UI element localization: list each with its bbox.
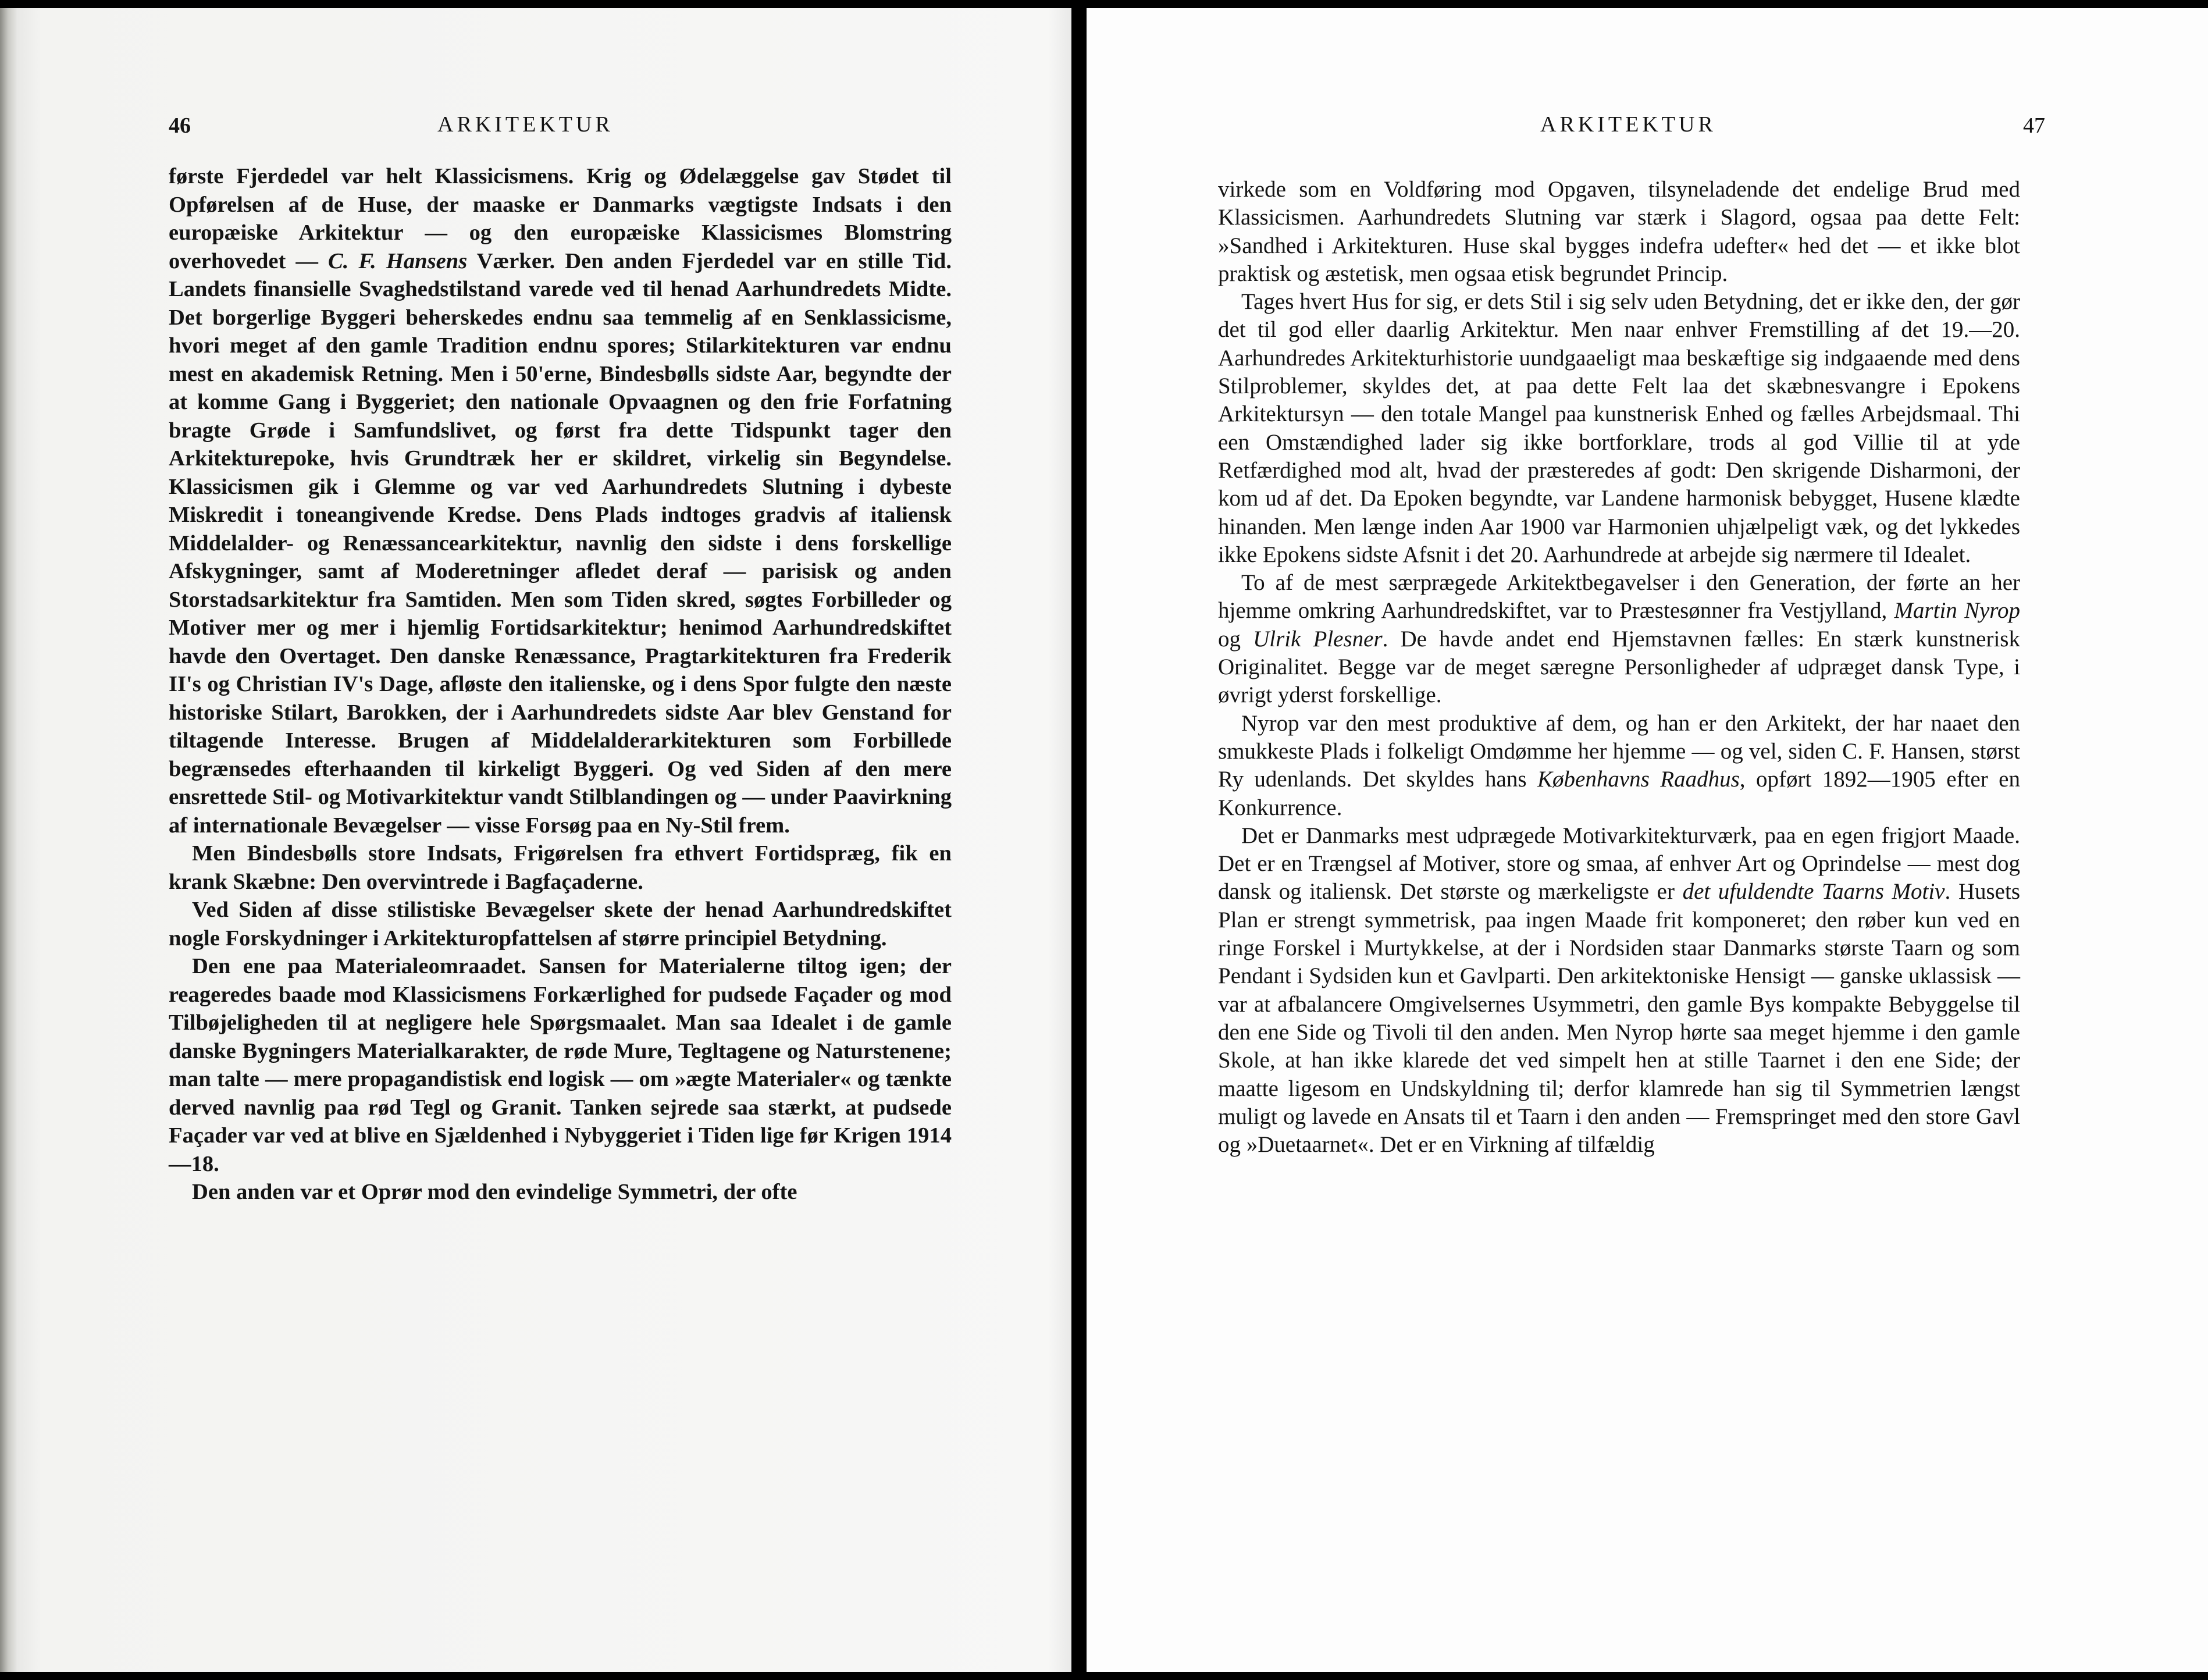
- paragraph: første Fjerdedel var helt Klassicismens. Krig og Ødelæggelse gav Stødet til Opførelsen af de Huse, der maaske er Danmarks vægtigste Indsats i den europæiske Arkitektur — og den europæiske Klassicismes Blomstring overhovedet — C. F. Hansens Værker. Den anden Fjerdedel var en stille Tid. Landets finansielle Svaghedstilstand varede ved til henad Aarhundredets Midte. Det borgerlige Byggeri beherskedes endnu saa temmelig af en Senklassicisme, hvori meget af den gamle Tradition endnu spores; Stilarkitekturen var endnu mest en akademisk Retning. Men i 50'erne, Bindesbølls sidste Aar, begyndte der at komme Gang i Byggeriet; den nationale Opvaagnen og den frie Forfatning bragte Grøde i Samfundslivet, og først fra dette Tidspunkt tager den Arkitekturepoke, hvis Grundtræk her er skildret, virkelig sin Begyndelse. Klassicismen gik i Glemme og var ved Aarhundredets Slutning i dybeste Miskredit i toneangivende Kredse. Dens Plads indtoges gradvis af italiensk Middelalder- og Renæssancearkitektur, navnlig den sidste i dens forskellige Afskygninger, samt af Moderetninger afledet deraf — parisisk og anden Storstadsarkitektur fra Samtiden. Men som Tiden skred, søgtes Forbilleder og Motiver mer og mer i hjemlig Fortidsarkitektur; henimod Aarhundredskiftet havde den Overtaget. Den danske Renæssance, Pragtarkitekturen fra Frederik II's og Christian IV's Dage, afløste den italienske, og i dens Spor fulgte den næste historiske Stilart, Barokken, der i Aarhundredets sidste Aar blev Genstand for tiltagende Interesse. Brugen af Middelalderarkitekturen som Forbillede begrænsedes efterhaanden til kirkeligt Byggeri. Og ved Siden af den mere ensrettede Stil- og Motivarkitektur vandt Stilblandingen og — under Paavirkning af internationale Bevægelser — visse Forsøg paa en Ny-Stil frem.: [169, 164, 952, 838]
- paragraph: To af de mest særprægede Arkitektbegavelser i den Generation, der førte an her hjemme omkring Aarhundredskiftet, var to Præstesønner fra Vestjylland, Martin Nyrop og Ulrik Plesner. De havde andet end Hjemstavnen fælles: En stærk kunstnerisk Originalitet. Begge var de meget særegne Personligheder af udpræget dansk Type, i øvrigt yderst forskellige.: [1218, 570, 2020, 708]
- paragraph: Den ene paa Materialeomraadet. Sansen for Materialerne tiltog igen; der reageredes baade mod Klassicismens Forkærlighed for pudsede Façader og mod Tilbøjeligheden til at negligere hele Spørgsmaalet. Man saa Idealet i de gamle danske Bygningers Materialkarakter, de røde Mure, Tegltagene og Naturstenene; man talte — mere propagandistisk end logisk — om »ægte Materialer« og tænkte derved navnlig paa rød Tegl og Granit. Tanken sejrede saa stærkt, at pudsede Façader var ved at blive en Sjældenhed i Nybyggeriet i Tiden lige før Krigen 1914—18.: [169, 954, 952, 1176]
- paragraph: Den anden var et Oprør mod den evindelige Symmetri, der ofte: [192, 1180, 797, 1204]
- right-page: [1087, 8, 2208, 1672]
- gutter-shadow: [1048, 8, 1071, 1672]
- page-number: 46: [169, 113, 191, 138]
- paragraph: virkede som en Voldføring mod Opgaven, tilsyneladende det endelige Brud med Klassicismen. Aarhundredets Slutning var stærk i Slagord, ogsaa paa dette Felt: »Sandhed i Arkitekturen. Huse skal bygges indefra udefter« hed det — et ikke blot praktisk og æstetisk, men ogsaa etisk begrundet Princip.: [1218, 177, 2020, 286]
- paragraph: Nyrop var den mest produktive af dem, og han er den Arkitekt, der har naaet den smukkeste Plads i folkeligt Omdømme her hjemme — og vel, siden C. F. Hansen, størst Ry udenlands. Det skyldes hans Københavns Raadhus, opført 1892—1905 efter en Konkurrence.: [1218, 710, 2020, 820]
- running-header: ARKITEKTUR: [1540, 112, 1716, 137]
- body-text: [169, 162, 952, 1206]
- paragraph: Men Bindesbølls store Indsats, Frigørelsen fra ethvert Fortidspræg, fik en krank Skæbne: Den overvintrede i Bagfaçaderne.: [169, 841, 952, 894]
- paragraph: Tages hvert Hus for sig, er dets Stil i sig selv uden Betydning, det er ikke den, der gør det til god eller daarlig Arkitektur. Men naar enhver Fremstilling af det 19.—20. Aarhundredes Arkitekturhistorie uundgaaeligt maa beskæftige sig indgaaende med dens Stilproblemer, skyldes det, at paa dette Felt laa det skæbnesvangre i Epokens Arkitektursyn — den totale Mangel paa kunstnerisk Enhed og fælles Arbejdsmaal. Thi een Omstændighed lader sig ikke bortforklare, trods al god Villie til at yde Retfærdighed mod alt, hvad der præsteredes af godt: Den skrigende Disharmoni, der kom ud af det. Da Epoken begyndte, var Landene harmonisk bebygget, Husene klædte hinanden. Men længe inden Aar 1900 var Harmonien uhjælpeligt væk, og det lykkedes ikke Epokens sidste Afsnit i det 20. Aarhundrede at arbejde sig nærmere til Idealet.: [1218, 289, 2020, 567]
- paragraph: Det er Danmarks mest udprægede Motivarkitekturværk, paa en egen frigjort Maade. Det er en Trængsel af Motiver, store og smaa, af enhver Art og Oprindelse — mest dog dansk og italiensk. Det største og mærkeligste er det ufuldendte Taarns Motiv. Husets Plan er strengt symmetrisk, paa ingen Maade frit komponeret; den røber kun ved en ringe Forskel i Murtykkelse, at der i Nordsiden staar Danmarks største Taarn og som Pendant i Sydsiden kun et Gavlparti. Den arkitektoniske Hensigt — ganske uklassisk — var at afbalancere Omgivelsernes Usymmetri, den gamle Bys kompakte Bebyggelse til den ene Side og Tivoli til den anden. Men Nyrop hørte saa meget hjemme i den gamle Skole, at han ikke klarede det ved simpelt hen at stille Taarnet i den ene Side; der maatte ligesom en Undskyldning til; derfor klamrede han sig til Symmetrien længst muligt og lavede en Ansats til et Taarn i den anden — Fremspringet med den store Gavl og »Duetaarnet«. Det er en Virkning af tilfældig: [1218, 823, 2020, 1158]
- running-header: ARKITEKTUR: [437, 112, 614, 137]
- left-page: [0, 8, 1071, 1672]
- paragraph: Ved Siden af disse stilistiske Bevægelser skete der henad Aarhundredskiftet nogle Forskydninger i Arkitekturopfattelsen af større principiel Betydning.: [169, 898, 952, 951]
- page-number: 47: [2023, 113, 2045, 138]
- body-text: [1218, 176, 2020, 1159]
